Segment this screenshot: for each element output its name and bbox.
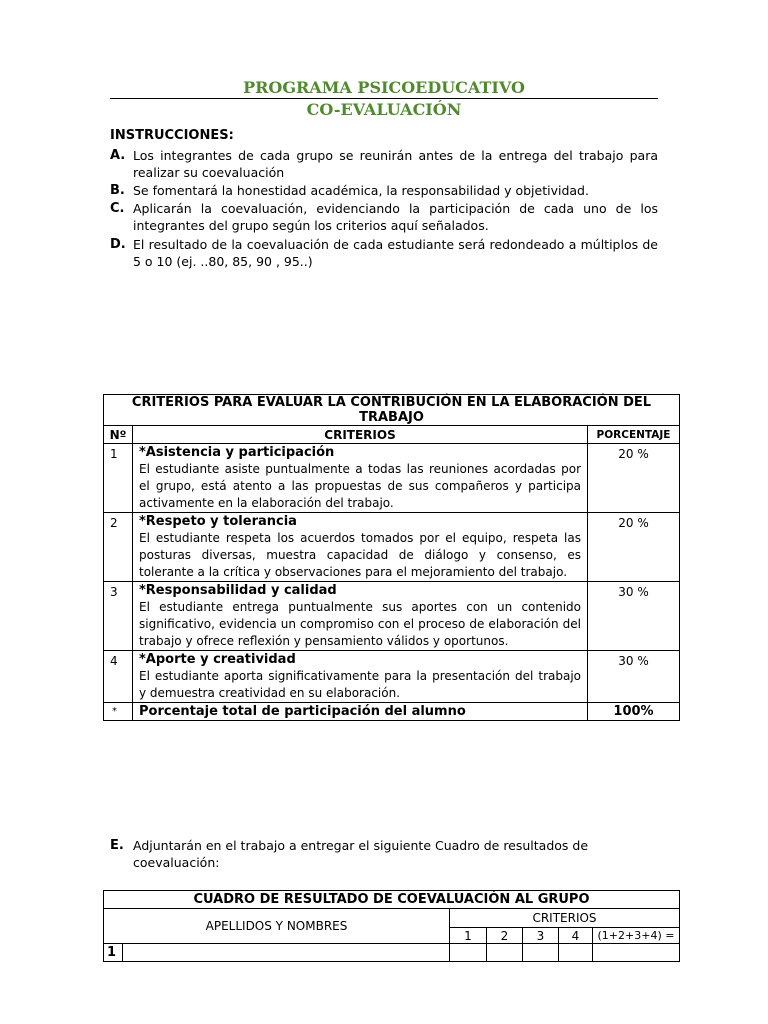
criterion-number: 3	[104, 582, 133, 651]
criterion-title: *Responsabilidad y calidad	[139, 583, 337, 598]
total-row	[104, 703, 680, 721]
column-header-names: APELLIDOS Y NOMBRES	[104, 909, 450, 944]
instruction-letter: A.	[110, 148, 126, 163]
criterion-column-4: 4	[559, 928, 593, 944]
criterion-title: *Respeto y tolerancia	[139, 514, 297, 529]
sum-column: (1+2+3+4) =	[593, 928, 680, 944]
column-header-percent: PORCENTAJE	[588, 426, 680, 444]
criterion-cell	[133, 651, 588, 703]
instructions-heading: INSTRUCCIONES:	[110, 128, 234, 143]
criterion-number: 1	[104, 444, 133, 513]
criterion-number: 2	[104, 513, 133, 582]
total-percent: 100%	[588, 703, 680, 721]
table-row	[104, 513, 680, 582]
score-cell-1[interactable]	[450, 944, 487, 962]
instruction-item-e	[110, 837, 658, 871]
instruction-item-d	[110, 236, 658, 270]
column-header-number: Nº	[104, 426, 133, 444]
criterion-title: *Aporte y creatividad	[139, 652, 296, 667]
instruction-item-a	[110, 147, 658, 181]
instruction-text: Adjuntarán en el trabajo a entregar el siguiente Cuadro de resultados de coevaluación:	[133, 838, 589, 870]
criterion-description: El estudiante asiste puntualmente a todas las reuniones acordadas por el grupo, está atento a las propuestas de sus compañeros y participa activamente en la elaboración del trabajo.	[139, 462, 581, 510]
criterion-percent: 30 %	[588, 582, 680, 651]
student-name-cell[interactable]	[123, 944, 450, 962]
score-cell-3[interactable]	[523, 944, 559, 962]
criterion-percent: 20 %	[588, 513, 680, 582]
criterion-number: 4	[104, 651, 133, 703]
instruction-item-b	[110, 182, 658, 199]
column-header-criteria: CRITERIOS	[133, 426, 588, 444]
results-table-caption: CUADRO DE RESULTADO DE COEVALUACIÓN AL GRUPO	[104, 891, 680, 909]
instruction-letter: E.	[110, 838, 124, 853]
criterion-column-1: 1	[450, 928, 487, 944]
criterion-column-3: 3	[523, 928, 559, 944]
instruction-text: Aplicarán la coevaluación, evidenciando la participación de cada uno de los integrantes del grupo según los criterios aquí señalados.	[133, 201, 658, 233]
table-row	[104, 582, 680, 651]
total-marker: *	[104, 703, 133, 721]
criteria-table-caption: CRITERIOS PARA EVALUAR LA CONTRIBUCIÓN EN LA ELABORACIÓN DEL TRABAJO	[104, 395, 680, 426]
criterion-percent: 30 %	[588, 651, 680, 703]
criteria-table	[103, 394, 680, 721]
criterion-percent: 20 %	[588, 444, 680, 513]
title-divider	[110, 98, 658, 99]
table-row	[104, 444, 680, 513]
criterion-cell	[133, 513, 588, 582]
instruction-text: Los integrantes de cada grupo se reunirán antes de la entrega del trabajo para realizar su coevaluación	[133, 148, 658, 180]
criterion-description: El estudiante entrega puntualmente sus aportes con un contenido significativo, evidencia un compromiso con el proceso de elaboración del trabajo y ofrece reflexión y pensamiento válidos y oportunos.	[139, 600, 581, 648]
criterion-description: El estudiante respeta los acuerdos tomados por el equipo, respeta las posturas diversas, muestra capacidad de diálogo y consenso, es tolerante a la crítica y observaciones para el mejoramiento del trabajo.	[139, 531, 581, 579]
results-table	[103, 890, 680, 962]
instruction-letter: B.	[110, 183, 125, 198]
instruction-text: El resultado de la coevaluación de cada estudiante será redondeado a múltiplos de 5 o 10 (ej. ..80, 85, 90 , 95..)	[133, 237, 658, 269]
criterion-cell	[133, 444, 588, 513]
instruction-letter: C.	[110, 201, 125, 216]
criterion-title: *Asistencia y participación	[139, 445, 335, 460]
page-title: PROGRAMA PSICOEDUCATIVO	[243, 78, 525, 97]
instruction-item-c	[110, 200, 658, 234]
score-cell-2[interactable]	[487, 944, 523, 962]
row-number: 1	[104, 944, 123, 962]
page-subtitle: CO-EVALUACIÓN	[306, 100, 462, 119]
table-row	[104, 944, 680, 962]
instruction-text: Se fomentará la honestidad académica, la responsabilidad y objetividad.	[133, 183, 589, 198]
score-cell-4[interactable]	[559, 944, 593, 962]
criterion-column-2: 2	[487, 928, 523, 944]
total-score-cell[interactable]	[593, 944, 680, 962]
criterion-description: El estudiante aporta significativamente para la presentación del trabajo y demuestra creatividad en su elaboración.	[139, 669, 581, 700]
instruction-letter: D.	[110, 237, 126, 252]
total-label: Porcentaje total de participación del alumno	[133, 703, 588, 721]
column-header-criteria: CRITERIOS	[450, 909, 680, 928]
table-row	[104, 651, 680, 703]
criterion-cell	[133, 582, 588, 651]
